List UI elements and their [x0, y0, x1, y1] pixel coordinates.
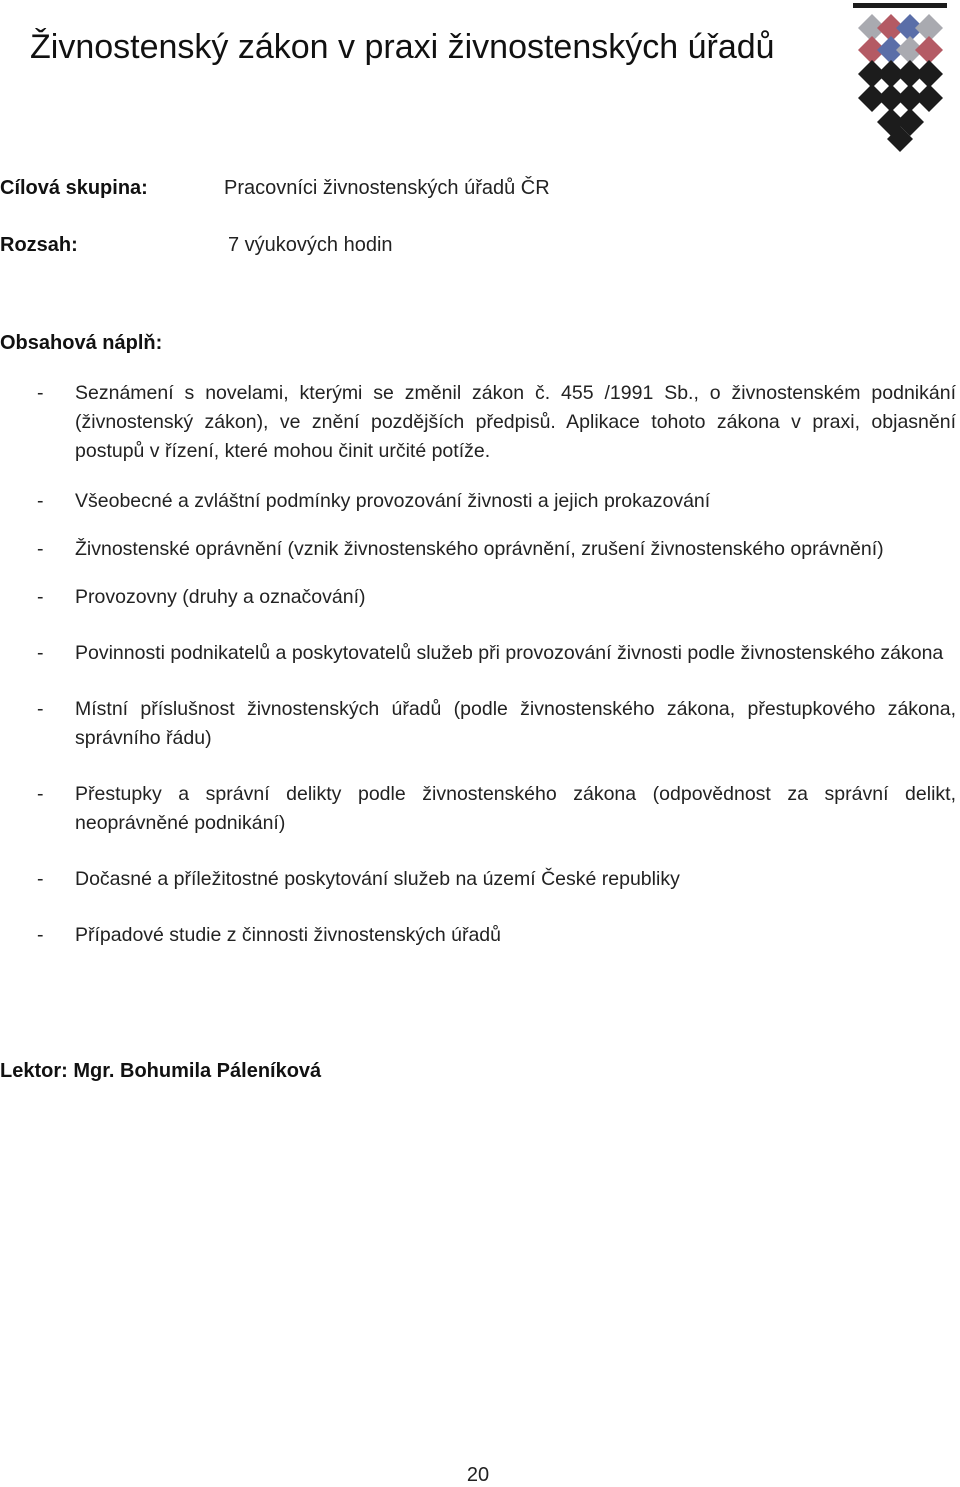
target-group-label: Cílová skupina: [0, 177, 148, 199]
list-item [0, 535, 956, 564]
list-item [0, 921, 956, 950]
list-item-text: Místní příslušnost živnostenských úřadů (podle živnostenského zákona, přestupkového zákona, správního řádu) [75, 698, 956, 749]
target-group-value: Pracovníci živnostenských úřadů ČR [224, 177, 550, 199]
list-item-text: Seznámení s novelami, kterými se změnil zákon č. 455 /1991 Sb., o živnostenském podnikání (živnostenský zákon), ve znění pozdějších předpisů. Aplikace tohoto zákona v praxi, objasnění postupů v řízení, které mohou činit určité potíže. [75, 382, 956, 462]
list-bullet: - [37, 783, 44, 805]
document-title: Živnostenský zákon v praxi živnostenských úřadů [30, 28, 775, 66]
list-item [0, 379, 956, 466]
diamond-grid-logo-icon [850, 0, 950, 160]
scope-label: Rozsah: [0, 234, 78, 256]
list-item [0, 487, 956, 516]
list-item-text: Případové studie z činnosti živnostenských úřadů [75, 924, 501, 946]
list-item-text: Dočasné a příležitostné poskytování služeb na území České republiky [75, 868, 680, 890]
content-heading: Obsahová náplň: [0, 332, 163, 354]
list-bullet: - [37, 538, 44, 560]
list-bullet: - [37, 698, 44, 720]
content-list [0, 379, 956, 950]
page-number: 20 [466, 1464, 490, 1486]
list-item [0, 865, 956, 894]
lector-line: Lektor: Mgr. Bohumila Páleníková [0, 1060, 322, 1082]
list-item-text: Povinnosti podnikatelů a poskytovatelů služeb při provozování živnosti podle živnostenského zákona [75, 642, 944, 664]
list-bullet: - [37, 382, 44, 404]
list-bullet: - [37, 586, 44, 608]
list-bullet: - [37, 642, 44, 664]
list-item [0, 639, 956, 668]
list-item-text: Všeobecné a zvláštní podmínky provozování živnosti a jejich prokazování [75, 490, 711, 512]
scope-value: 7 výukových hodin [228, 234, 393, 256]
list-bullet: - [37, 490, 44, 512]
list-bullet: - [37, 868, 44, 890]
list-item [0, 780, 956, 838]
list-item [0, 695, 956, 753]
list-item-text: Provozovny (druhy a označování) [75, 586, 366, 608]
list-item-text: Přestupky a správní delikty podle živnostenského zákona (odpovědnost za správní delikt, neoprávněné podnikání) [75, 783, 956, 834]
list-item-text: Živnostenské oprávnění (vznik živnostenského oprávnění, zrušení živnostenského oprávnění) [75, 538, 884, 560]
list-bullet: - [37, 924, 44, 946]
list-item [0, 583, 956, 612]
